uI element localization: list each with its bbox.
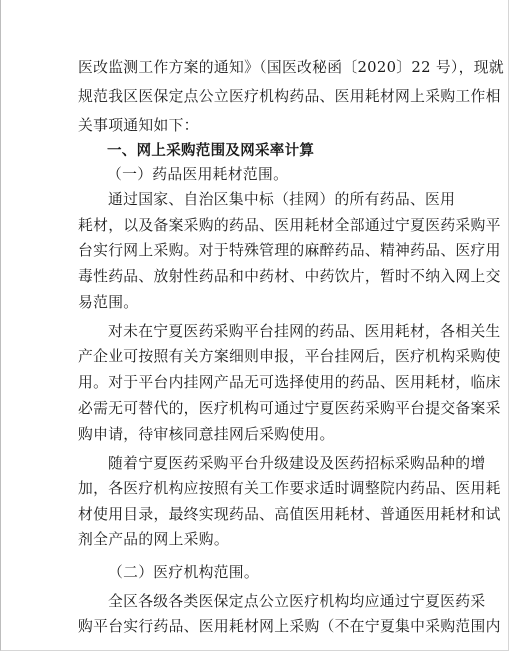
subsection-heading: （二）医疗机构范围。 bbox=[108, 564, 259, 581]
text-line: 毒性药品、放射性药品和中药材、中药饮片，暂时不纳入网上交 bbox=[78, 268, 501, 285]
text-line: 台实行网上采购。对于特殊管理的麻醉药品、精神药品、医疗用 bbox=[78, 242, 501, 259]
text-line: 材使用目录，最终实现药品、高值医用耗材、普通医用耗材和试 bbox=[78, 506, 501, 523]
text-line: 购申请，待审核同意挂网后采购使用。 bbox=[78, 426, 335, 443]
text-line: 产企业可按照有关方案细则申报，平台挂网后，医疗机构采购使 bbox=[78, 348, 501, 365]
text-line: 规范我区医保定点公立医疗机构药品、医用耗材网上采购工作相 bbox=[78, 88, 501, 105]
text-line: 加，各医疗机构应按照有关工作要求适时调整院内药品、医用耗 bbox=[78, 480, 501, 497]
text-line: 用。对于平台内挂网产品无可选择使用的药品、医用耗材，临床 bbox=[78, 374, 501, 391]
text-line: 随着宁夏医药采购平台升级建设及医药招标采购品种的增 bbox=[108, 455, 486, 472]
text-line: 必需无可替代的，医疗机构可通过宁夏医药采购平台提交备案采 bbox=[78, 400, 501, 417]
text-line: 通过国家、自治区集中标（挂网）的所有药品、医用 bbox=[108, 191, 456, 208]
section-heading: 一、网上采购范围及网采率计算 bbox=[107, 143, 315, 159]
subsection-heading: （一）药品医用耗材范围。 bbox=[107, 166, 289, 183]
text-line: 易范围。 bbox=[78, 294, 139, 311]
text-line: 剂全产品的网上采购。 bbox=[78, 531, 229, 548]
text-line: 购平台实行药品、医用耗材网上采购（不在宁夏集中采购范围内 bbox=[78, 618, 501, 635]
text-line: 关事项通知如下： bbox=[78, 117, 199, 134]
text-line: 对未在宁夏医药采购平台挂网的药品、医用耗材，各相关生 bbox=[108, 323, 501, 340]
text-line: 全区各级各类医保定点公立医疗机构均应通过宁夏医药采 bbox=[108, 593, 486, 610]
text-line: 医改监测工作方案的通知》（国医改秘函〔2020〕22 号），现就 bbox=[78, 59, 504, 76]
text-line: 耗材，以及备案采购的药品、医用耗材全部通过宁夏医药采购平 bbox=[78, 217, 501, 234]
